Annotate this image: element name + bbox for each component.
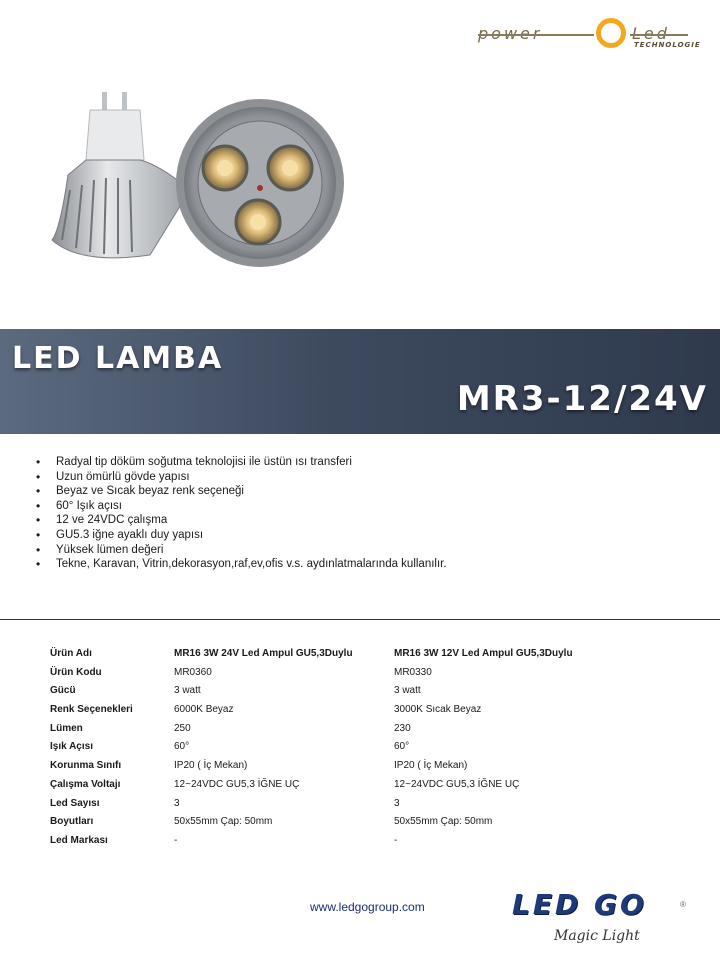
feature-item: • Radyal tip döküm soğutma teknolojisi ile üstün ısı transferi — [34, 455, 694, 470]
spec-row-led-brand — [50, 835, 650, 854]
registered-mark: ® — [680, 900, 686, 909]
logo-line-left — [478, 34, 594, 36]
spec-label: Boyutları — [50, 816, 94, 828]
spec-row-power — [50, 685, 650, 704]
logo-ring-icon — [596, 18, 626, 48]
lamp-side-view — [52, 92, 190, 258]
spec-row-color-options — [50, 704, 650, 723]
spec-value-12v: 12~24VDC GU5,3 İĞNE UÇ — [394, 778, 520, 790]
feature-item: • Tekne, Karavan, Vitrin,dekorasyon,raf,ev,ofis v.s. aydınlatmalarında kullanılır. — [34, 557, 694, 572]
spec-label: Lümen — [50, 722, 83, 734]
ledgo-logo — [512, 888, 686, 944]
spec-value-12v: IP20 ( İç Mekan) — [394, 760, 468, 772]
spec-label: Gücü — [50, 685, 76, 697]
spec-row-product-code — [50, 667, 650, 686]
brand-name: LED GO — [512, 888, 647, 921]
spec-label: Işık Açısı — [50, 741, 93, 753]
spec-value-12v: 230 — [394, 722, 411, 734]
feature-item: • 60° Işık açısı — [34, 499, 694, 514]
spec-value-12v: - — [394, 834, 398, 846]
spec-value-12v: MR0330 — [394, 666, 432, 678]
feature-item: • GU5.3 iğne ayaklı duy yapısı — [34, 528, 694, 543]
spec-label: Ürün Kodu — [50, 666, 102, 678]
spec-label: Ürün Adı — [50, 648, 92, 659]
spec-row-led-count — [50, 798, 650, 817]
section-divider — [0, 619, 720, 620]
spec-row-protection-class — [50, 760, 650, 779]
spec-row-beam-angle — [50, 741, 650, 760]
spec-label: Led Markası — [50, 834, 108, 846]
power-led-logo — [478, 16, 708, 56]
spec-value-24v: 3 — [174, 797, 180, 809]
lamp-front-view — [176, 99, 344, 267]
banner-model: MR3-12/24V — [456, 379, 708, 419]
spec-value-24v: - — [174, 834, 178, 846]
logo-line-right — [630, 34, 688, 36]
feature-item: • Yüksek lümen değeri — [34, 543, 694, 558]
spec-label: Korunma Sınıfı — [50, 760, 122, 772]
feature-item: • Beyaz ve Sıcak beyaz renk seçeneği — [34, 484, 694, 499]
spec-label: Çalışma Voltajı — [50, 778, 121, 790]
spec-value-12v: 3000K Sıcak Beyaz — [394, 704, 482, 716]
title-banner — [0, 329, 720, 434]
feature-item: • 12 ve 24VDC çalışma — [34, 513, 694, 528]
feature-list — [34, 455, 694, 572]
spec-row-voltage — [50, 779, 650, 798]
product-image — [40, 80, 360, 280]
feature-item: • Uzun ömürlü gövde yapısı — [34, 470, 694, 485]
logo-tagline: TECHNOLOGIE — [634, 41, 701, 49]
spec-value-12v: MR16 3W 12V Led Ampul GU5,3Duylu — [394, 648, 573, 659]
spec-value-24v: 6000K Beyaz — [174, 704, 234, 716]
spec-label: Led Sayısı — [50, 797, 100, 809]
banner-title: LED LAMBA — [12, 341, 224, 376]
spec-value-12v: 3 — [394, 797, 400, 809]
spec-value-12v: 50x55mm Çap: 50mm — [394, 816, 493, 828]
spec-value-24v: 50x55mm Çap: 50mm — [174, 816, 273, 828]
spec-value-24v: 60° — [174, 741, 190, 753]
spec-label: Renk Seçenekleri — [50, 704, 133, 716]
website-link[interactable]: www.ledgogroup.com — [310, 900, 425, 914]
brand-slogan: Magic Light — [554, 928, 640, 944]
spec-row-lumen — [50, 723, 650, 742]
spec-value-24v: 3 watt — [174, 685, 201, 697]
spec-value-24v: MR16 3W 24V Led Ampul GU5,3Duylu — [174, 648, 353, 659]
spec-value-12v: 60° — [394, 741, 410, 753]
spec-row-product-name — [50, 648, 650, 667]
spec-row-dimensions — [50, 816, 650, 835]
spec-value-24v: IP20 ( İç Mekan) — [174, 760, 248, 772]
spec-value-12v: 3 watt — [394, 685, 421, 697]
spec-value-24v: 12~24VDC GU5,3 İĞNE UÇ — [174, 778, 300, 790]
spec-value-24v: 250 — [174, 722, 191, 734]
spec-value-24v: MR0360 — [174, 666, 212, 678]
spec-table — [50, 648, 650, 854]
